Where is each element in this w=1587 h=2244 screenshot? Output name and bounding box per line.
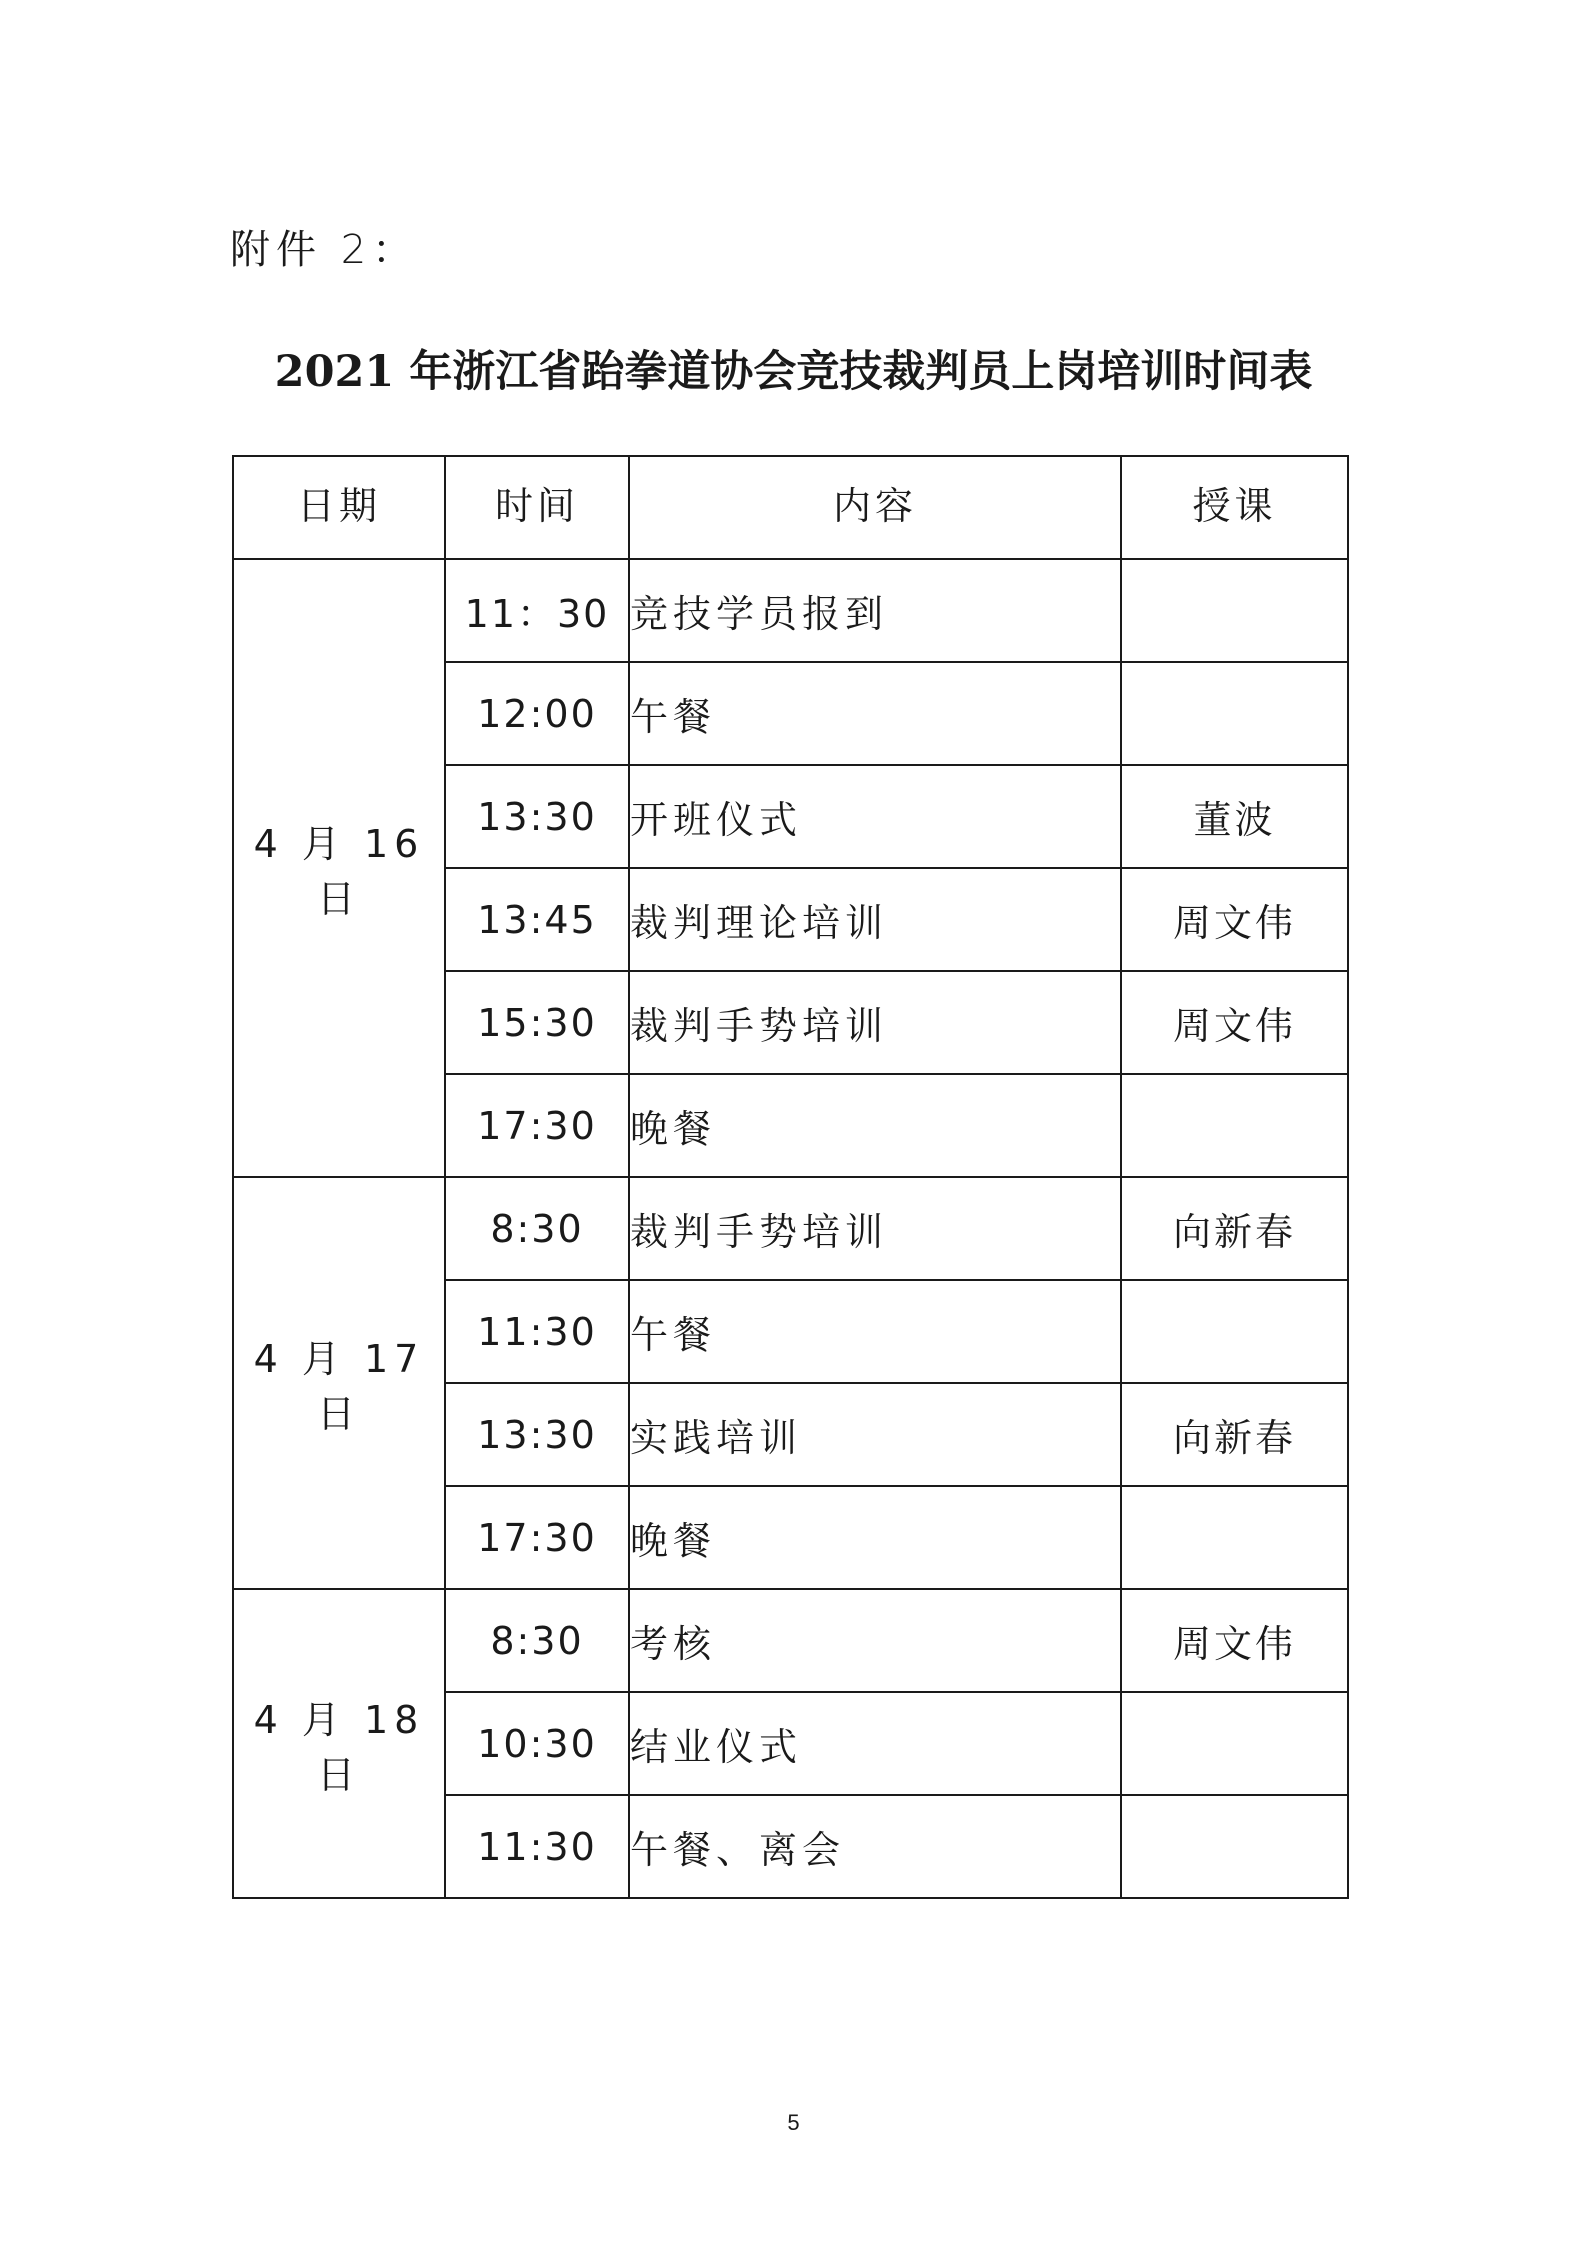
teacher-cell bbox=[1121, 1795, 1348, 1898]
time-cell: 10:30 bbox=[445, 1692, 629, 1795]
table-header-row bbox=[233, 456, 1348, 559]
schedule-table bbox=[232, 455, 1349, 1899]
teacher-cell: 董波 bbox=[1121, 765, 1348, 868]
date-cell: 4 月 17 日 bbox=[233, 1177, 445, 1589]
header-date: 日期 bbox=[233, 456, 445, 559]
teacher-cell bbox=[1121, 662, 1348, 765]
time-cell: 11:30 bbox=[445, 1280, 629, 1383]
document-title: 2021 年浙江省跆拳道协会竞技裁判员上岗培训时间表 bbox=[274, 347, 1313, 397]
content-cell: 竞技学员报到 bbox=[629, 559, 1121, 662]
time-cell: 8:30 bbox=[445, 1589, 629, 1692]
time-cell: 13:45 bbox=[445, 868, 629, 971]
teacher-cell bbox=[1121, 1074, 1348, 1177]
table-row bbox=[233, 1589, 1348, 1692]
table-row bbox=[233, 559, 1348, 662]
content-cell: 考核 bbox=[629, 1589, 1121, 1692]
teacher-cell: 向新春 bbox=[1121, 1383, 1348, 1486]
header-time: 时间 bbox=[445, 456, 629, 559]
time-cell: 13:30 bbox=[445, 1383, 629, 1486]
content-cell: 午餐 bbox=[629, 662, 1121, 765]
time-cell: 11:30 bbox=[445, 1795, 629, 1898]
content-cell: 结业仪式 bbox=[629, 1692, 1121, 1795]
header-content: 内容 bbox=[629, 456, 1121, 559]
teacher-cell: 周文伟 bbox=[1121, 868, 1348, 971]
teacher-cell: 向新春 bbox=[1121, 1177, 1348, 1280]
content-cell: 开班仪式 bbox=[629, 765, 1121, 868]
teacher-cell bbox=[1121, 1280, 1348, 1383]
header-teacher: 授课 bbox=[1121, 456, 1348, 559]
time-cell: 17:30 bbox=[445, 1074, 629, 1177]
content-cell: 实践培训 bbox=[629, 1383, 1121, 1486]
time-cell: 11：30 bbox=[445, 559, 629, 662]
teacher-cell: 周文伟 bbox=[1121, 971, 1348, 1074]
content-cell: 午餐 bbox=[629, 1280, 1121, 1383]
teacher-cell bbox=[1121, 1692, 1348, 1795]
time-cell: 8:30 bbox=[445, 1177, 629, 1280]
content-cell: 晚餐 bbox=[629, 1074, 1121, 1177]
teacher-cell: 周文伟 bbox=[1121, 1589, 1348, 1692]
content-cell: 裁判手势培训 bbox=[629, 971, 1121, 1074]
content-cell: 午餐、离会 bbox=[629, 1795, 1121, 1898]
teacher-cell bbox=[1121, 1486, 1348, 1589]
date-cell: 4 月 18 日 bbox=[233, 1589, 445, 1898]
date-cell: 4 月 16 日 bbox=[233, 559, 445, 1177]
page-number: 5 bbox=[787, 2110, 800, 2135]
time-cell: 15:30 bbox=[445, 971, 629, 1074]
teacher-cell bbox=[1121, 559, 1348, 662]
content-cell: 裁判理论培训 bbox=[629, 868, 1121, 971]
time-cell: 12:00 bbox=[445, 662, 629, 765]
content-cell: 晚餐 bbox=[629, 1486, 1121, 1589]
time-cell: 17:30 bbox=[445, 1486, 629, 1589]
table-row bbox=[233, 1177, 1348, 1280]
content-cell: 裁判手势培训 bbox=[629, 1177, 1121, 1280]
attachment-label: 附件 2： bbox=[230, 227, 419, 273]
time-cell: 13:30 bbox=[445, 765, 629, 868]
